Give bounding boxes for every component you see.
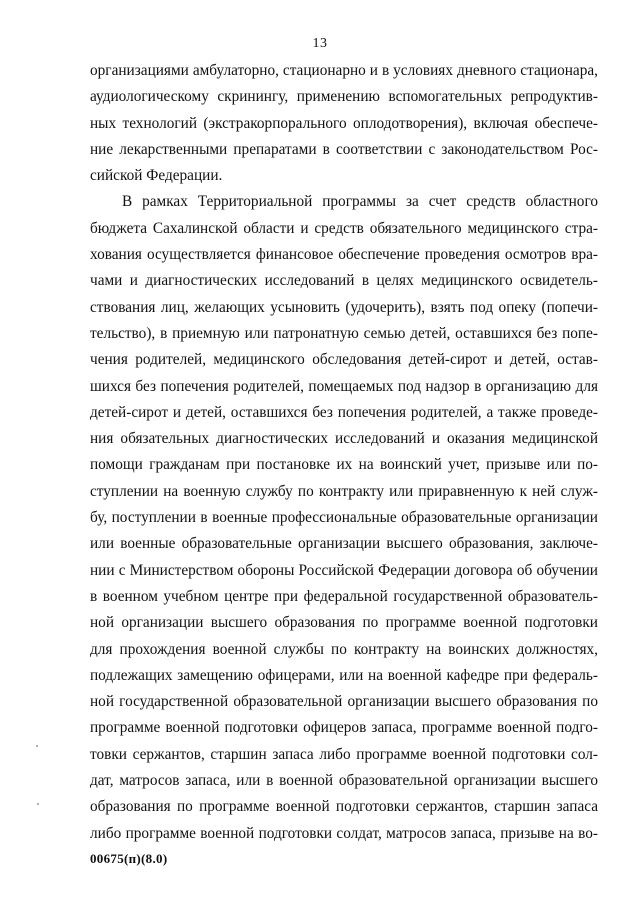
text-line: ние лекарственными препаратами в соответствии с законодательством Рос- (90, 140, 598, 158)
text-line: В рамках Территориальной программы за счет средств областного (122, 193, 598, 211)
text-line: подлежащих замещению офицерами, или на военной кафедре при федераль- (90, 666, 598, 684)
document-code: 00675(п)(8.0) (90, 851, 168, 866)
text-line: программе военной подготовки офицеров запаса, программе военной подго- (90, 719, 598, 737)
text-line: детей-сирот и детей, оставшихся без попечения родителей, а также проведе- (90, 403, 598, 421)
text-line: нии с Министерством обороны Российской Федерации договора об обучении (90, 561, 598, 579)
text-line: для прохождения военной службы по контракту на воинских должностях, (90, 640, 598, 658)
paragraph (90, 58, 598, 189)
text-line: шихся без попечения родителей, помещаемых под надзор в организацию для (90, 377, 598, 395)
scan-artifact (37, 803, 39, 805)
text-line: или военные образовательные организации высшего образования, заключе- (90, 535, 598, 553)
text-line: чения родителей, медицинского обследования детей-сирот и детей, остав- (90, 351, 598, 369)
text-line: организациями амбулаторно, стационарно и в условиях дневного стационара, (90, 62, 598, 79)
text-line: образования по программе военной подготовки сержантов, старшин запаса (90, 798, 598, 816)
text-line: дат, матросов запаса, или в военной образовательной организации высшего (90, 772, 598, 790)
document-body (90, 58, 598, 847)
text-line: ной организации высшего образования по программе военной подготовки (90, 614, 598, 632)
text-line: ступлении на военную службу по контракту или приравненную к ней служ- (90, 482, 598, 500)
text-line: бюджета Сахалинской области и средств обязательного медицинского стра- (90, 219, 598, 237)
text-line: бу, поступлении в военные профессиональные образовательные организации (90, 509, 598, 527)
text-line: товки сержантов, старшин запаса либо программе военной подготовки сол- (90, 745, 598, 763)
text-line: помощи гражданам при постановке их на воинский учет, призыве или по- (90, 456, 598, 474)
text-line: чами и диагностических исследований в целях медицинского освидетель- (90, 272, 598, 290)
text-line: сийской Федерации. (90, 167, 223, 185)
text-line: аудиологическому скринингу, применению вспомогательных репродуктив- (90, 88, 598, 106)
text-line: ных технологий (экстракорпорального оплодотворения), включая обеспече- (90, 114, 598, 132)
text-line: в военном учебном центре при федеральной государственной образователь- (90, 587, 598, 605)
text-line: хования осуществляется финансовое обеспечение проведения осмотров вра- (90, 246, 598, 264)
paragraph (90, 189, 598, 846)
page-number: 13 (312, 36, 328, 51)
text-line: ния обязательных диагностических исследований и оказания медицинской (90, 430, 598, 448)
scan-artifact (36, 745, 38, 747)
text-line: ной государственной образовательной организации высшего образования по (90, 693, 598, 711)
text-line: либо программе военной подготовки солдат, матросов запаса, призыве на во- (90, 824, 598, 842)
text-line: ствования лиц, желающих усыновить (удочерить), взять под опеку (попечи- (90, 298, 598, 316)
text-line: тельство), в приемную или патронатную семью детей, оставшихся без попе- (90, 324, 598, 342)
